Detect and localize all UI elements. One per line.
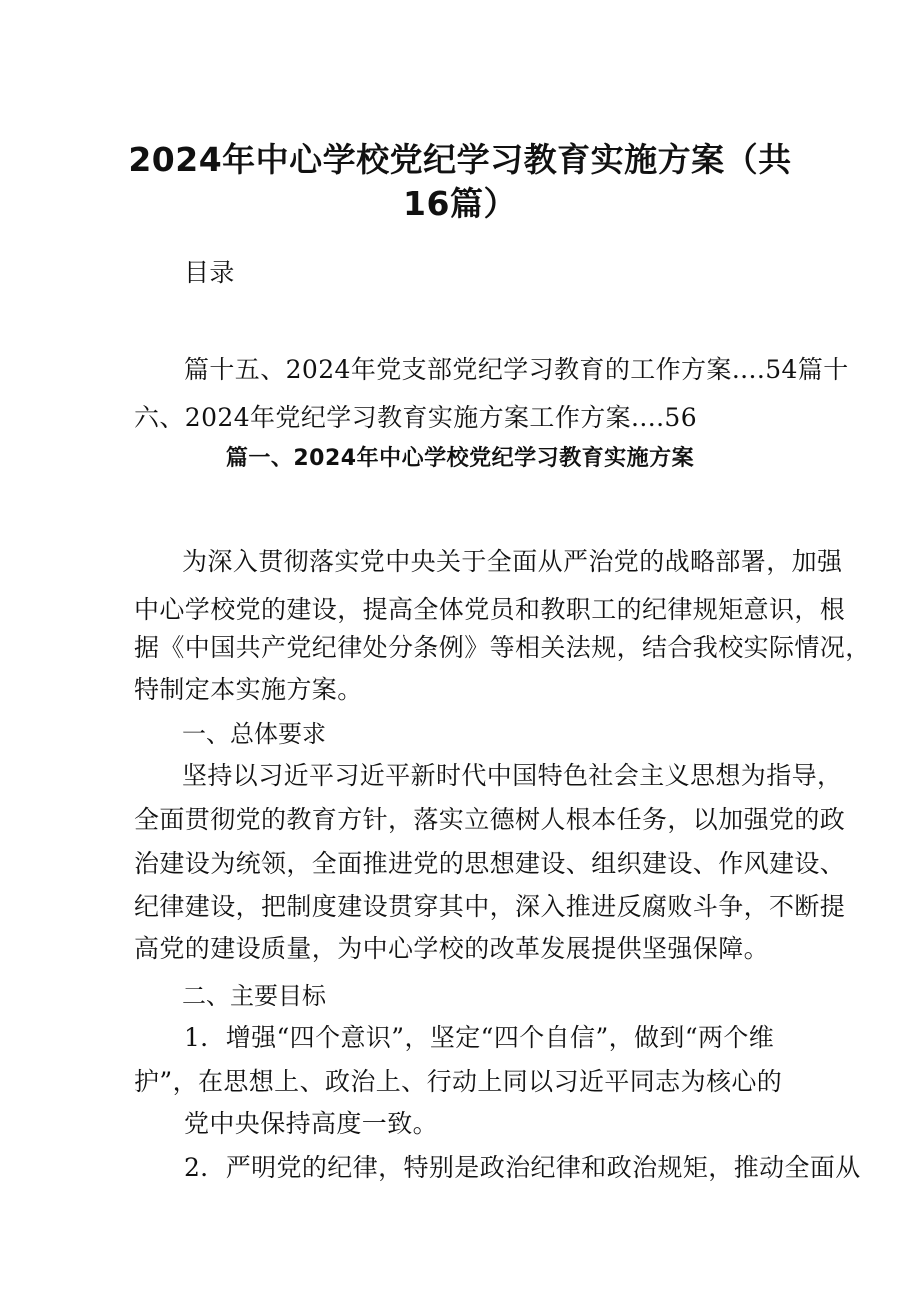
paragraph-line: 党中央保持高度一致。 — [184, 1109, 439, 1138]
paragraph-line: 纪律建设，把制度建设贯穿其中，深入推进反腐败斗争，不断提 — [134, 892, 846, 921]
paragraph-line: 高党的建设质量，为中心学校的改革发展提供坚强保障。 — [134, 934, 770, 963]
paragraph-line: 全面贯彻党的教育方针，落实立德树人根本任务，以加强党的政 — [134, 805, 846, 834]
document-title-line-1: 2024年中心学校党纪学习教育实施方案（共 — [128, 140, 792, 179]
paragraph-line: 1．增强“四个意识”，坚定“四个自信”，做到“两个维 — [184, 1023, 775, 1052]
heading-overall-requirements: 一、总体要求 — [182, 720, 326, 748]
paragraph-line: 治建设为统领，全面推进党的思想建设、组织建设、作风建设、 — [134, 849, 846, 878]
heading-main-goals: 二、主要目标 — [182, 982, 326, 1010]
toc-entry-line-1: 篇十五、2024年党支部党纪学习教育的工作方案....54篇十 — [184, 355, 849, 384]
document-title-line-2: 16篇） — [403, 184, 517, 223]
paragraph-line: 特制定本实施方案。 — [134, 675, 363, 704]
toc-label: 目录 — [184, 258, 235, 287]
paragraph-line: 护”，在思想上、政治上、行动上同以习近平同志为核心的 — [134, 1067, 783, 1096]
toc-entry-line-2: 六、2024年党纪学习教育实施方案工作方案....56 — [134, 403, 698, 432]
paragraph-line: 中心学校党的建设，提高全体党员和教职工的纪律规矩意识，根 — [134, 595, 846, 624]
paragraph-line: 据《中国共产党纪律处分条例》等相关法规，结合我校实际情况， — [134, 633, 871, 662]
paragraph-line: 2．严明党的纪律，特别是政治纪律和政治规矩，推动全面从 — [184, 1153, 861, 1182]
paragraph-line: 坚持以习近平习近平新时代中国特色社会主义思想为指导， — [182, 761, 843, 790]
section-title: 篇一、2024年中心学校党纪学习教育实施方案 — [225, 446, 695, 471]
paragraph-line: 为深入贯彻落实党中央关于全面从严治党的战略部署，加强 — [182, 547, 843, 576]
